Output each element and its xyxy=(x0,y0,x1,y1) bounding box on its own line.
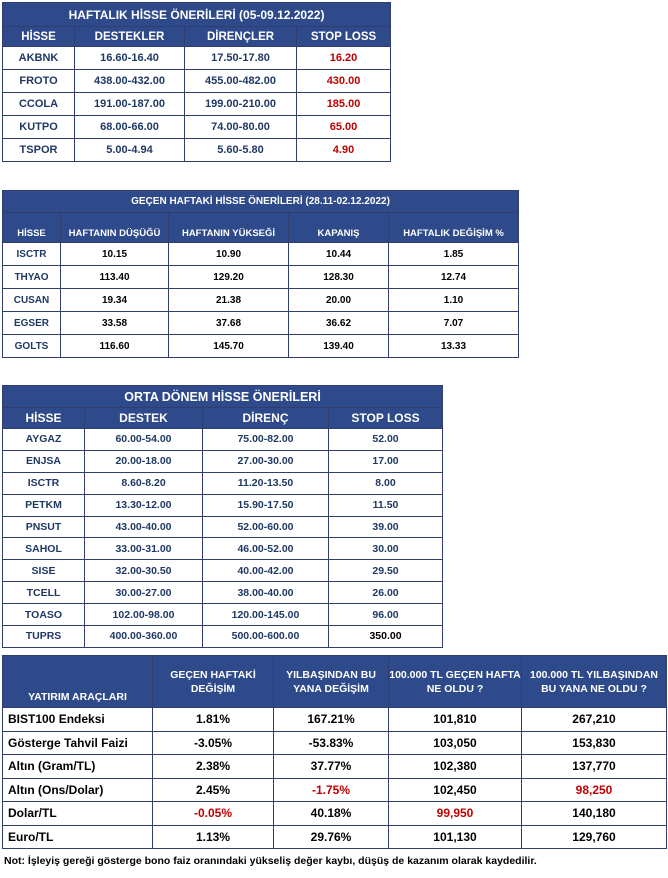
ticker: THYAO xyxy=(3,266,61,289)
table-row xyxy=(3,708,667,732)
resistance: 5.60-5.80 xyxy=(185,139,297,162)
resistance: 46.00-52.00 xyxy=(203,538,329,560)
resistance: 74.00-80.00 xyxy=(185,116,297,139)
col-header: YILBAŞINDAN BU YANA DEĞİŞİM xyxy=(274,656,389,708)
table-row xyxy=(3,243,519,266)
col-header: DESTEKLER xyxy=(75,27,185,47)
support: 400.00-360.00 xyxy=(85,626,203,648)
table-row xyxy=(3,139,391,162)
ticker: CCOLA xyxy=(3,93,75,116)
table-row xyxy=(3,429,443,451)
weekly-value: 99,950 xyxy=(389,802,522,826)
resistance: 17.50-17.80 xyxy=(185,47,297,70)
stop-loss: 185.00 xyxy=(297,93,391,116)
resistance: 75.00-82.00 xyxy=(203,429,329,451)
table-row xyxy=(3,116,391,139)
instrument-name: Euro/TL xyxy=(3,825,153,849)
table-row xyxy=(3,516,443,538)
col-header: HAFTALIK DEĞİŞİM % xyxy=(389,213,519,243)
last-week-recommendations-table xyxy=(2,190,519,358)
support: 191.00-187.00 xyxy=(75,93,185,116)
week-low: 19.34 xyxy=(61,289,169,312)
support: 32.00-30.50 xyxy=(85,560,203,582)
close: 36.62 xyxy=(289,312,389,335)
ytd-value: 267,210 xyxy=(522,708,667,732)
support: 102.00-98.00 xyxy=(85,604,203,626)
ytd-value: 153,830 xyxy=(522,731,667,755)
ticker: CUSAN xyxy=(3,289,61,312)
week-low: 116.60 xyxy=(61,335,169,358)
ticker: TCELL xyxy=(3,582,85,604)
col-header: STOP LOSS xyxy=(329,408,443,429)
resistance: 199.00-210.00 xyxy=(185,93,297,116)
week-high: 129.20 xyxy=(169,266,289,289)
col-header: DESTEK xyxy=(85,408,203,429)
ytd-change: 40.18% xyxy=(274,802,389,826)
support: 13.30-12.00 xyxy=(85,494,203,516)
col-header: 100.000 TL GEÇEN HAFTA NE OLDU ? xyxy=(389,656,522,708)
instrument-name: BIST100 Endeksi xyxy=(3,708,153,732)
week-low: 33.58 xyxy=(61,312,169,335)
instrument-name: Altın (Gram/TL) xyxy=(3,755,153,779)
stop-loss: 65.00 xyxy=(297,116,391,139)
ytd-value: 140,180 xyxy=(522,802,667,826)
ticker: ISCTR xyxy=(3,472,85,494)
table-row xyxy=(3,289,519,312)
stop-loss: 8.00 xyxy=(329,472,443,494)
weekly-change: -0.05% xyxy=(153,802,274,826)
ticker: TOASO xyxy=(3,604,85,626)
ticker: ISCTR xyxy=(3,243,61,266)
support: 16.60-16.40 xyxy=(75,47,185,70)
col-header: HİSSE xyxy=(3,27,75,47)
last-week-title: GEÇEN HAFTAKİ HİSSE ÖNERİLERİ (28.11-02.12.2022) xyxy=(3,191,519,213)
table-row xyxy=(3,93,391,116)
resistance: 27.00-30.00 xyxy=(203,450,329,472)
week-high: 21.38 xyxy=(169,289,289,312)
ticker: KUTPO xyxy=(3,116,75,139)
resistance: 120.00-145.00 xyxy=(203,604,329,626)
ticker: TUPRS xyxy=(3,626,85,648)
ticker: FROTO xyxy=(3,70,75,93)
ticker: PETKM xyxy=(3,494,85,516)
instrument-name: Gösterge Tahvil Faizi xyxy=(3,731,153,755)
weekly-change: 1.85 xyxy=(389,243,519,266)
resistance: 38.00-40.00 xyxy=(203,582,329,604)
weekly-value: 102,450 xyxy=(389,778,522,802)
weekly-change: 7.07 xyxy=(389,312,519,335)
table-row xyxy=(3,266,519,289)
resistance: 15.90-17.50 xyxy=(203,494,329,516)
support: 438.00-432.00 xyxy=(75,70,185,93)
weekly-value: 103,050 xyxy=(389,731,522,755)
support: 60.00-54.00 xyxy=(85,429,203,451)
week-low: 113.40 xyxy=(61,266,169,289)
table-row xyxy=(3,604,443,626)
week-high: 10.90 xyxy=(169,243,289,266)
table-row xyxy=(3,70,391,93)
stop-loss: 4.90 xyxy=(297,139,391,162)
weekly-value: 101,130 xyxy=(389,825,522,849)
weekly-value: 101,810 xyxy=(389,708,522,732)
resistance: 455.00-482.00 xyxy=(185,70,297,93)
table-row xyxy=(3,47,391,70)
instrument-name: Altın (Ons/Dolar) xyxy=(3,778,153,802)
week-low: 10.15 xyxy=(61,243,169,266)
close: 20.00 xyxy=(289,289,389,312)
table-row xyxy=(3,494,443,516)
stop-loss: 430.00 xyxy=(297,70,391,93)
resistance: 500.00-600.00 xyxy=(203,626,329,648)
table-row xyxy=(3,778,667,802)
table-row xyxy=(3,802,667,826)
ticker: AYGAZ xyxy=(3,429,85,451)
table-row xyxy=(3,755,667,779)
weekly-change: 2.38% xyxy=(153,755,274,779)
col-header: HAFTANIN YÜKSEĞİ xyxy=(169,213,289,243)
stop-loss: 26.00 xyxy=(329,582,443,604)
table-row xyxy=(3,582,443,604)
resistance: 52.00-60.00 xyxy=(203,516,329,538)
ytd-change: 167.21% xyxy=(274,708,389,732)
weekly-value: 102,380 xyxy=(389,755,522,779)
col-header: HİSSE xyxy=(3,408,85,429)
table-row xyxy=(3,731,667,755)
mid-term-title: ORTA DÖNEM HİSSE ÖNERİLERİ xyxy=(3,386,443,408)
instrument-name: Dolar/TL xyxy=(3,802,153,826)
col-header: HİSSE xyxy=(3,213,61,243)
resistance: 40.00-42.00 xyxy=(203,560,329,582)
resistance: 11.20-13.50 xyxy=(203,472,329,494)
col-header: DİRENÇ xyxy=(203,408,329,429)
close: 128.30 xyxy=(289,266,389,289)
stop-loss: 39.00 xyxy=(329,516,443,538)
ticker: SAHOL xyxy=(3,538,85,560)
col-header: KAPANIŞ xyxy=(289,213,389,243)
stop-loss: 16.20 xyxy=(297,47,391,70)
col-header: HAFTANIN DÜŞÜĞÜ xyxy=(61,213,169,243)
support: 8.60-8.20 xyxy=(85,472,203,494)
weekly-change: 13.33 xyxy=(389,335,519,358)
ticker: TSPOR xyxy=(3,139,75,162)
ticker: EGSER xyxy=(3,312,61,335)
weekly-change: -3.05% xyxy=(153,731,274,755)
weekly-recommendations-table xyxy=(2,2,391,162)
close: 10.44 xyxy=(289,243,389,266)
table-row xyxy=(3,335,519,358)
stop-loss: 11.50 xyxy=(329,494,443,516)
investment-instruments-table xyxy=(2,655,667,849)
support: 43.00-40.00 xyxy=(85,516,203,538)
col-header: YATIRIM ARAÇLARI xyxy=(3,656,153,708)
col-header: 100.000 TL YILBAŞINDAN BU YANA NE OLDU ? xyxy=(522,656,667,708)
support: 5.00-4.94 xyxy=(75,139,185,162)
ticker: ENJSA xyxy=(3,450,85,472)
week-high: 37.68 xyxy=(169,312,289,335)
weekly-change: 12.74 xyxy=(389,266,519,289)
ticker: SISE xyxy=(3,560,85,582)
stop-loss: 29.50 xyxy=(329,560,443,582)
stop-loss: 96.00 xyxy=(329,604,443,626)
ytd-change: 29.76% xyxy=(274,825,389,849)
ytd-change: -53.83% xyxy=(274,731,389,755)
col-header: GEÇEN HAFTAKİ DEĞİŞİM xyxy=(153,656,274,708)
ytd-change: 37.77% xyxy=(274,755,389,779)
week-high: 145.70 xyxy=(169,335,289,358)
table-row xyxy=(3,312,519,335)
ytd-value: 137,770 xyxy=(522,755,667,779)
ytd-value: 129,760 xyxy=(522,825,667,849)
col-header: DİRENÇLER xyxy=(185,27,297,47)
ticker: GOLTS xyxy=(3,335,61,358)
table-row xyxy=(3,538,443,560)
ticker: AKBNK xyxy=(3,47,75,70)
ytd-change: -1.75% xyxy=(274,778,389,802)
weekly-change: 1.81% xyxy=(153,708,274,732)
close: 139.40 xyxy=(289,335,389,358)
weekly-title: HAFTALIK HİSSE ÖNERİLERİ (05-09.12.2022) xyxy=(3,3,391,27)
table-row xyxy=(3,560,443,582)
support: 20.00-18.00 xyxy=(85,450,203,472)
support: 68.00-66.00 xyxy=(75,116,185,139)
table-row xyxy=(3,825,667,849)
weekly-change: 1.10 xyxy=(389,289,519,312)
stop-loss: 350.00 xyxy=(329,626,443,648)
col-header: STOP LOSS xyxy=(297,27,391,47)
stop-loss: 30.00 xyxy=(329,538,443,560)
ticker: PNSUT xyxy=(3,516,85,538)
table-row xyxy=(3,472,443,494)
table-row xyxy=(3,626,443,648)
stop-loss: 17.00 xyxy=(329,450,443,472)
support: 33.00-31.00 xyxy=(85,538,203,560)
support: 30.00-27.00 xyxy=(85,582,203,604)
mid-term-recommendations-table xyxy=(2,385,443,648)
table-row xyxy=(3,450,443,472)
stop-loss: 52.00 xyxy=(329,429,443,451)
footnote: Not: İşleyiş gereği gösterge bono faiz oranındaki yükseliş değer kaybı, düşüş de kazanım olarak kaydedilir. xyxy=(4,855,537,867)
ytd-value: 98,250 xyxy=(522,778,667,802)
weekly-change: 1.13% xyxy=(153,825,274,849)
weekly-change: 2.45% xyxy=(153,778,274,802)
